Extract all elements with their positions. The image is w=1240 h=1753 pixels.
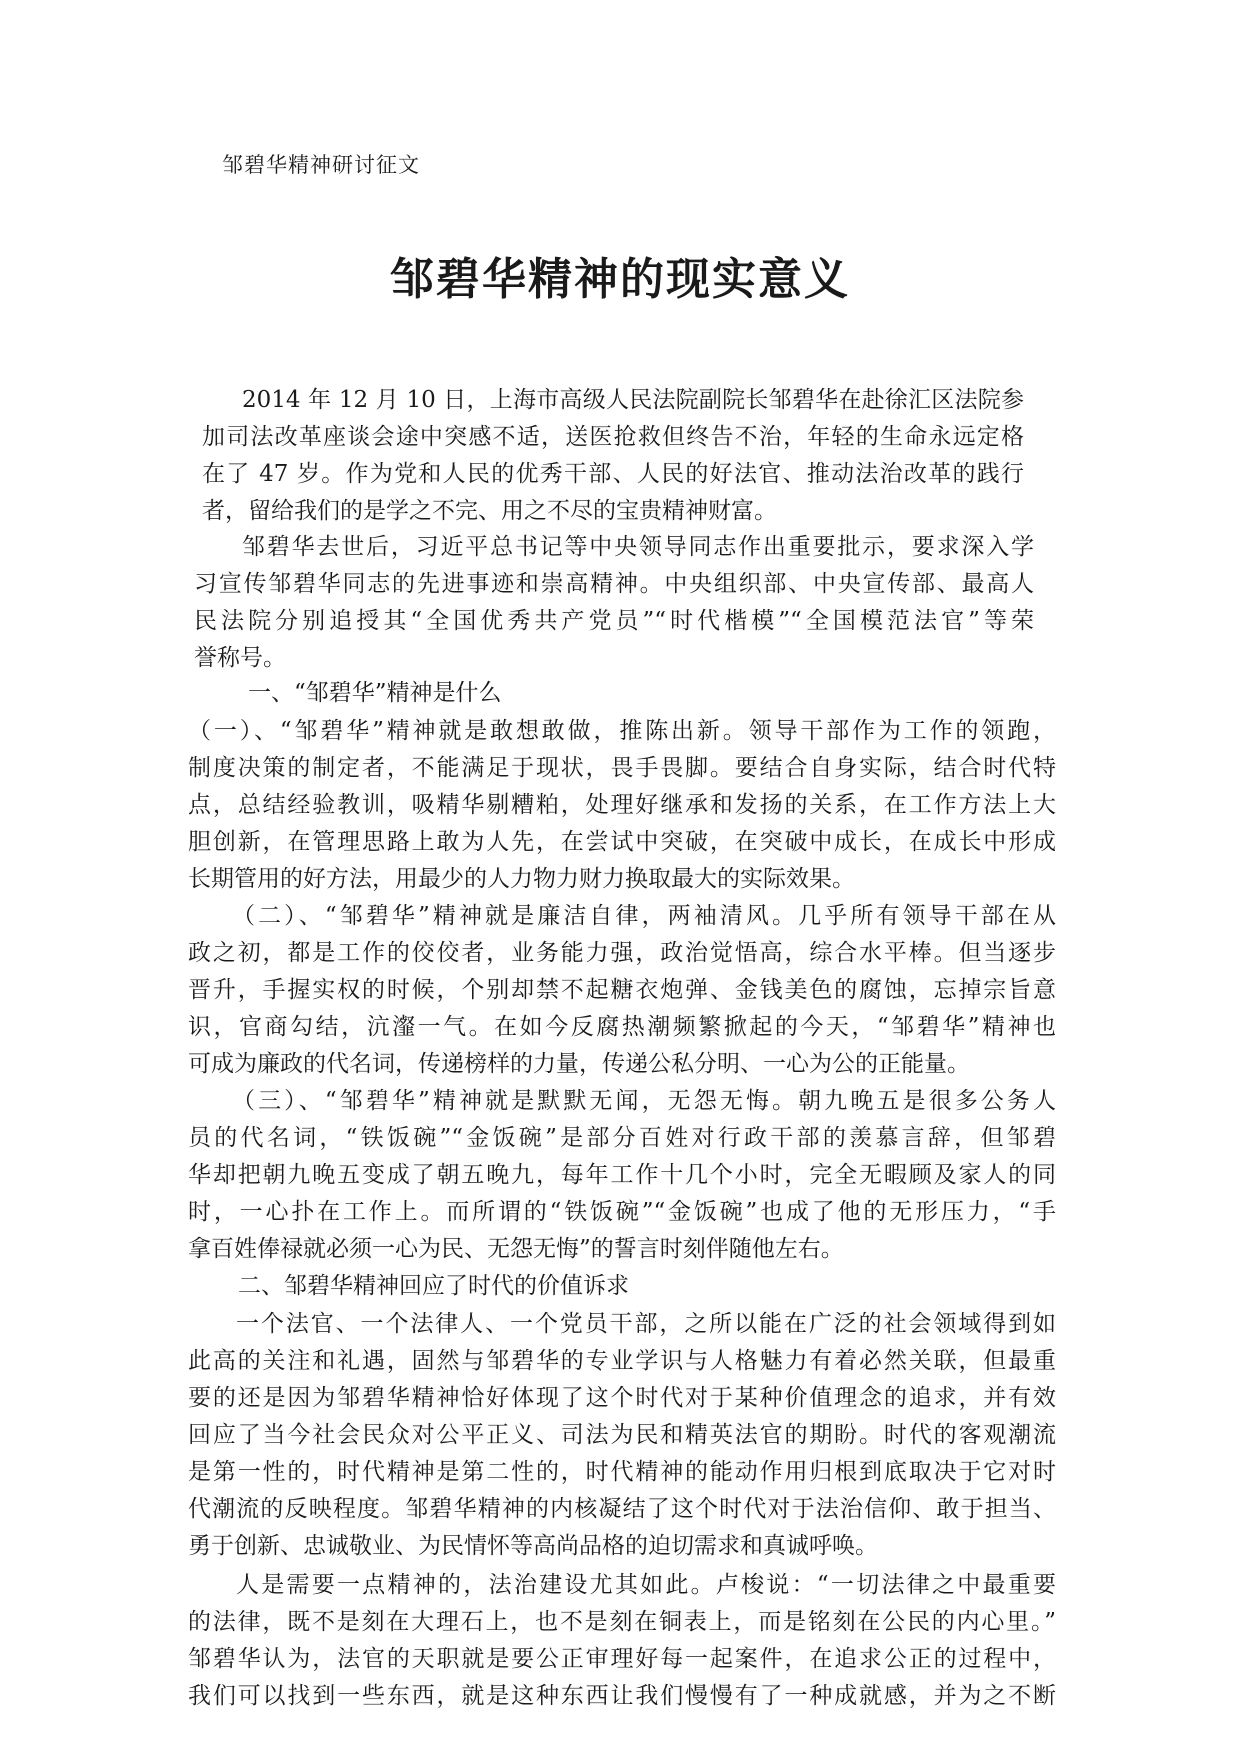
text-line: （一）、“邹碧华”精神就是敢想敢做，推陈出新。领导干部作为工作的领跑， [188,718,1056,744]
text-line: 员的代名词，“铁饭碗”“金饭碗”是部分百姓对行政干部的羡慕言辞，但邹碧 [188,1125,1056,1151]
text-line: 誉称号。 [194,645,286,671]
text-line: 勇于创新、忠诚敬业、为民情怀等高尚品格的迫切需求和真诚呼唤。 [188,1533,878,1559]
text-line: 此高的关注和礼遇，固然与邹碧华的专业学识与人格魅力有着必然关联，但最重 [188,1348,1056,1374]
text-line: 民法院分别追授其“全国优秀共产党员”“时代楷模”“全国模范法官”等荣 [194,608,1034,634]
text-line: 晋升，手握实权的时候，个别却禁不起糖衣炮弹、金钱美色的腐蚀，忘掉宗旨意 [188,977,1056,1003]
text-line: 回应了当今社会民众对公平正义、司法为民和精英法官的期盼。时代的客观潮流 [188,1422,1056,1448]
text-line: 是第一性的，时代精神是第二性的，时代精神的能动作用归根到底取决于它对时 [188,1459,1056,1485]
text-line: 2014 年 12 月 10 日，上海市高级人民法院副院长邹碧华在赴徐汇区法院参 [242,387,1024,413]
paragraph-7 [188,1567,1056,1715]
text-line: 制度决策的制定者，不能满足于现状，畏手畏脚。要结合自身实际，结合时代特 [188,755,1056,781]
paragraph-5 [188,1083,1056,1268]
text-line: 邹碧华去世后，习近平总书记等中央领导同志作出重要批示，要求深入学 [242,534,1034,560]
paragraph-6 [188,1306,1056,1565]
text-line: 华却把朝九晚五变成了朝五晚九，每年工作十几个小时，完全无暇顾及家人的同 [188,1162,1056,1188]
paragraph-2 [194,529,1034,677]
text-line: 拿百姓俸禄就必须一心为民、无怨无悔”的誓言时刻伴随他左右。 [188,1236,844,1262]
text-line: 长期管用的好方法，用最少的人力物力财力换取最大的实际效果。 [188,866,855,892]
text-line: （三）、“邹碧华”精神就是默默无闻，无怨无悔。朝九晚五是很多公务人 [232,1088,1056,1114]
text-line: 人是需要一点精神的，法治建设尤其如此。卢梭说：“一切法律之中最重要 [236,1572,1056,1598]
text-line: 胆创新，在管理思路上敢为人先，在尝试中突破，在突破中成长，在成长中形成 [188,829,1056,855]
section-heading-1: 一、“邹碧华”精神是什么 [248,680,502,706]
text-line: 可成为廉政的代名词，传递榜样的力量，传递公私分明、一心为公的正能量。 [188,1051,970,1077]
text-line: 邹碧华认为，法官的天职就是要公正审理好每一起案件，在追求公正的过程中， [188,1646,1056,1672]
text-line: 代潮流的反映程度。邹碧华精神的内核凝结了这个时代对于法治信仰、敢于担当、 [188,1496,1056,1522]
page-title: 邹碧华精神的现实意义 [390,254,850,305]
text-line: 的法律，既不是刻在大理石上，也不是刻在铜表上，而是铭刻在公民的内心里。” [188,1609,1056,1635]
text-line: 政之初，都是工作的佼佼者，业务能力强，政治觉悟高，综合水平棒。但当逐步 [188,940,1056,966]
text-line: 一个法官、一个法律人、一个党员干部，之所以能在广泛的社会领域得到如 [236,1311,1056,1337]
text-line: 识，官商勾结，沆瀣一气。在如今反腐热潮频繁掀起的今天，“邹碧华”精神也 [188,1014,1056,1040]
text-line: 时，一心扑在工作上。而所谓的“铁饭碗”“金饭碗”也成了他的无形压力，“手 [188,1199,1056,1225]
text-line: 点，总结经验教训，吸精华剔糟粕，处理好继承和发扬的关系，在工作方法上大 [188,792,1056,818]
paragraph-4 [188,898,1056,1083]
text-line: 要的还是因为邹碧华精神恰好体现了这个时代对于某种价值理念的追求，并有效 [188,1385,1056,1411]
text-line: 习宣传邹碧华同志的先进事迹和崇高精神。中央组织部、中央宣传部、最高人 [194,571,1034,597]
text-line: 加司法改革座谈会途中突感不适，送医抢救但终告不治，年轻的生命永远定格 [202,424,1024,450]
header-note: 邹碧华精神研讨征文 [222,153,420,177]
paragraph-3 [188,713,1056,898]
text-line: 我们可以找到一些东西，就是这种东西让我们慢慢有了一种成就感，并为之不断 [188,1683,1056,1709]
text-line: 在了 47 岁。作为党和人民的优秀干部、人民的好法官、推动法治改革的践行 [202,461,1024,487]
paragraph-1 [202,382,1024,530]
section-heading-2: 二、邹碧华精神回应了时代的价值诉求 [238,1273,629,1299]
text-line: 者，留给我们的是学之不完、用之不尽的宝贵精神财富。 [202,498,777,524]
text-line: （二）、“邹碧华”精神就是廉洁自律，两袖清风。几乎所有领导干部在从 [232,903,1056,929]
